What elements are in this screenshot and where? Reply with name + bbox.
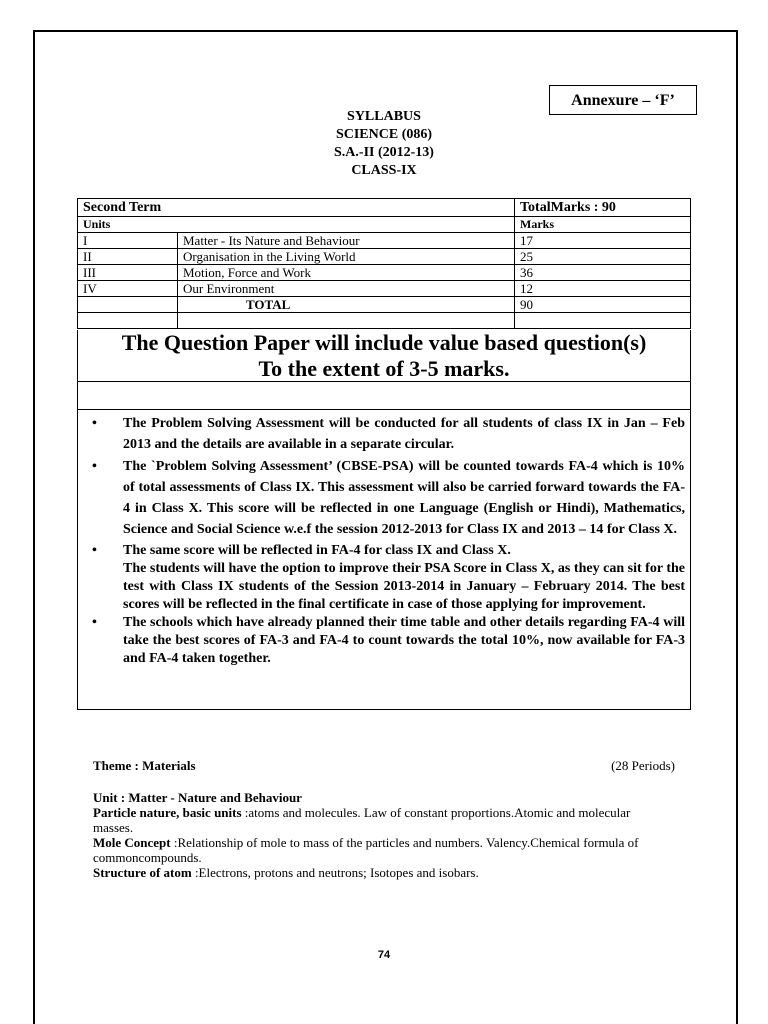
- topic-term: Structure of atom: [93, 865, 192, 880]
- marks-cell: 17: [515, 233, 691, 249]
- unit-title: Unit : Matter - Nature and Behaviour: [93, 790, 302, 805]
- table-row: [78, 249, 691, 265]
- page-number: 74: [377, 949, 391, 961]
- annexure-label: Annexure – ‘F’: [549, 85, 697, 115]
- table-row: [78, 281, 691, 297]
- topic-cell: Our Environment: [178, 281, 515, 297]
- bullet-icon: •: [92, 459, 97, 474]
- heading-session: S.A.-II (2012-13): [334, 145, 434, 160]
- table-empty-row: [78, 313, 691, 329]
- table-header-row: [78, 199, 691, 217]
- table-row: [78, 265, 691, 281]
- value-based-notice: [77, 330, 691, 382]
- topic-cell: Organisation in the Living World: [178, 249, 515, 265]
- term-cell: Second Term: [78, 199, 515, 217]
- heading-syllabus: SYLLABUS: [347, 109, 421, 124]
- heading-subject: SCIENCE (086): [335, 127, 433, 142]
- table-subheader-row: [78, 217, 691, 233]
- unit-cell: IV: [78, 281, 178, 297]
- topic-paragraph: Particle nature, basic units :atoms and molecules. Law of constant proportions.Atomic and molecular masses.: [93, 805, 631, 835]
- total-label: TOTAL: [178, 297, 515, 313]
- marks-cell: 36: [515, 265, 691, 281]
- notice-line-2: To the extent of 3-5 marks.: [258, 356, 510, 381]
- theme-label: Theme : Materials: [93, 758, 196, 773]
- list-item: • The `Problem Solving Assessment’ (CBSE-PSA) will be counted towards FA-4 which is 10% of total assessments of Class IX. This assessment will also be carried forward towards the FA-4 in Class X. This score will be reflected in one Language (English or Hindi), Mathematics, Science and Social Science w.e.f the session 2012-2013 for Class IX and 2013 – 14 for Class X.: [90, 456, 685, 540]
- topic-term: Particle nature, basic units: [93, 805, 242, 820]
- theme-periods: (28 Periods): [611, 758, 675, 773]
- bullet-icon: •: [92, 543, 97, 558]
- notice-line-1: The Question Paper will include value based question(s): [121, 330, 647, 355]
- unit-cell: I: [78, 233, 178, 249]
- units-header: Units: [78, 217, 515, 233]
- bullet-list: [90, 413, 685, 668]
- topic-paragraph: Structure of atom :Electrons, protons and neutrons; Isotopes and isobars.: [93, 865, 479, 880]
- bullet-icon: •: [92, 615, 97, 630]
- table-total-row: [78, 297, 691, 313]
- marks-cell: 25: [515, 249, 691, 265]
- empty-box: [77, 381, 691, 410]
- page-border-left: [33, 30, 35, 1024]
- page-border-right: [736, 30, 738, 1024]
- marks-table: [77, 198, 691, 329]
- heading-class: CLASS-IX: [351, 163, 417, 178]
- unit-cell: II: [78, 249, 178, 265]
- bullet-icon: •: [92, 416, 97, 431]
- list-item: • The schools which have already planned their time table and other details regarding FA-4 will take the best scores of FA-3 and FA-4 to count towards the total 10%, now available for FA-3 and FA-4 taken together.: [92, 615, 685, 666]
- marks-cell: 12: [515, 281, 691, 297]
- unit-cell: III: [78, 265, 178, 281]
- table-row: [78, 233, 691, 249]
- total-marks-cell: TotalMarks : 90: [515, 199, 691, 217]
- page-border-top: [33, 30, 738, 32]
- bullet-continuation: The students will have the option to improve their PSA Score in Class X, as they can sit for the test with Class IX students of the Session 2013-2014 in January – February 2014. The best scores will be reflected in the final certificate in case of those applying for improvement.: [123, 561, 685, 612]
- list-item: • The same score will be reflected in FA-4 for class IX and Class X. The students will have the option to improve their PSA Score in Class X, as they can sit for the test with Class IX students of the Session 2013-2014 in January – February 2014. The best scores will be reflected in the final certificate in case of those applying for improvement.: [92, 543, 685, 612]
- list-item: • The Problem Solving Assessment will be conducted for all students of class IX in Jan – Feb 2013 and the details are available in a separate circular.: [90, 413, 685, 455]
- unit-content: [93, 790, 653, 880]
- marks-header: Marks: [515, 217, 691, 233]
- total-value: 90: [515, 297, 691, 313]
- topic-cell: Matter - Its Nature and Behaviour: [178, 233, 515, 249]
- topic-cell: Motion, Force and Work: [178, 265, 515, 281]
- topic-paragraph: Mole Concept :Relationship of mole to mass of the particles and numbers. Valency.Chemical formula of commoncompounds.: [93, 835, 639, 865]
- topic-term: Mole Concept: [93, 835, 171, 850]
